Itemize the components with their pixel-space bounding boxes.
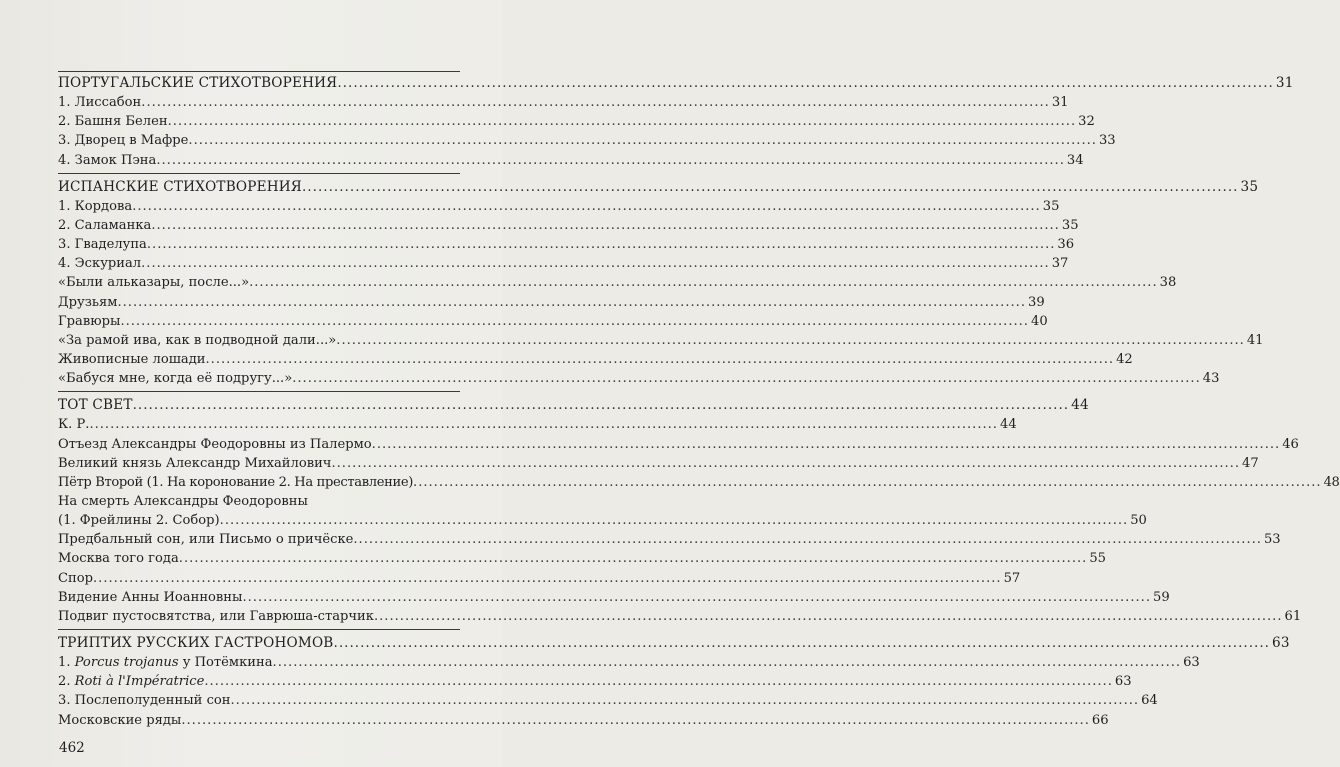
page-number: 46 xyxy=(1282,436,1299,452)
entry-title: 4. Эскуриал xyxy=(58,256,142,272)
section-rule xyxy=(58,391,460,392)
page-number: 32 xyxy=(1078,114,1095,130)
page-number: 44 xyxy=(999,417,1017,433)
dot-leader xyxy=(231,691,1140,710)
entry-title-rest: у Потёмкина xyxy=(178,655,273,671)
toc-entry xyxy=(58,197,1060,216)
dot-leader xyxy=(120,312,1029,331)
dot-leader xyxy=(188,131,1097,150)
page-number: 43 xyxy=(1202,371,1220,387)
dot-leader xyxy=(336,331,1245,350)
dot-leader xyxy=(353,530,1262,549)
page-number: 44 xyxy=(1071,397,1089,414)
page-number: 35 xyxy=(1240,178,1259,195)
dot-leader xyxy=(141,93,1050,112)
entry-title: «Были альказары, после...» xyxy=(58,275,250,291)
page-number: 37 xyxy=(1051,256,1069,272)
page-number: 35 xyxy=(1042,198,1060,214)
entry-title: 2. Башня Белен xyxy=(58,114,168,130)
entry-title: 3. Послеполуденный сон xyxy=(58,693,231,709)
section-title: ПОРТУГАЛЬСКИЕ СТИХОТВОРЕНИЯ xyxy=(58,75,338,91)
toc-entry xyxy=(58,607,1302,626)
section-title: ТОТ СВЕТ xyxy=(58,397,133,414)
dot-leader xyxy=(273,653,1182,672)
toc-entry xyxy=(58,112,1095,131)
toc-entry xyxy=(58,273,1177,292)
entry-title: Предбальный сон, или Письмо о причёске xyxy=(58,532,354,548)
entry-number: 1. xyxy=(58,655,75,671)
toc-section-heading xyxy=(58,178,1259,197)
entry-title: 3. Гваделупа xyxy=(58,237,147,253)
toc-entry xyxy=(58,254,1069,273)
page-number: 40 xyxy=(1030,313,1048,329)
toc-entry xyxy=(58,492,460,511)
dot-leader xyxy=(181,711,1090,730)
page-number: 39 xyxy=(1028,294,1045,310)
toc-entry xyxy=(58,691,1158,710)
page-number: 33 xyxy=(1098,133,1116,149)
entry-title: Отъезд Александры Феодоровны из Палермо xyxy=(58,436,372,452)
toc-entry xyxy=(58,511,1147,530)
dot-leader xyxy=(156,151,1065,170)
dot-leader xyxy=(374,607,1283,626)
toc-entry xyxy=(58,293,1045,312)
page-number: 47 xyxy=(1242,455,1259,471)
dot-leader xyxy=(249,273,1158,292)
page-folio-number: 462 xyxy=(59,740,85,756)
dot-leader xyxy=(302,178,1239,197)
toc-entry xyxy=(58,369,1220,388)
page-number: 63 xyxy=(1272,634,1290,651)
page-number: 34 xyxy=(1066,152,1084,168)
entry-title-italic: Roti à l'Impératrice xyxy=(74,674,205,690)
page-number: 63 xyxy=(1183,655,1200,671)
page-number: 63 xyxy=(1114,674,1132,690)
toc-entry xyxy=(58,331,1264,350)
dot-leader xyxy=(168,112,1077,131)
toc-entry xyxy=(58,569,1021,588)
toc-entry xyxy=(58,549,1107,568)
page-number: 64 xyxy=(1141,693,1158,709)
page-number: 61 xyxy=(1284,608,1302,624)
toc-section-heading xyxy=(58,634,1290,653)
dot-leader xyxy=(89,415,998,434)
dot-leader xyxy=(132,197,1041,216)
entry-title: Великий князь Александр Михайлович xyxy=(58,455,332,471)
page-number: 36 xyxy=(1057,237,1075,253)
table-of-contents xyxy=(58,71,1340,730)
dot-leader xyxy=(220,511,1129,530)
dot-leader xyxy=(413,473,1322,492)
entry-title: Гравюры xyxy=(58,313,121,329)
page-number: 55 xyxy=(1089,551,1107,567)
toc-entry xyxy=(58,312,1048,331)
entry-title: К. Р. xyxy=(58,417,90,433)
toc-entry xyxy=(58,454,1259,473)
dot-leader xyxy=(242,588,1151,607)
dot-leader xyxy=(151,216,1060,235)
entry-title: «Бабуся мне, когда её подругу...» xyxy=(58,371,293,387)
entry-title-italic: Porcus trojanus xyxy=(74,655,179,671)
toc-entry xyxy=(58,415,1017,434)
entry-title: Подвиг пустосвятства, или Гаврюша-старчик xyxy=(58,608,374,624)
page-number: 50 xyxy=(1130,513,1147,529)
section-rule xyxy=(58,629,460,630)
dot-leader xyxy=(117,293,1026,312)
entry-title: 2. Саламанка xyxy=(58,217,152,233)
page-number: 31 xyxy=(1051,95,1069,111)
page-number: 41 xyxy=(1246,332,1264,348)
toc-entry xyxy=(58,588,1170,607)
section-title: ИСПАНСКИЕ СТИХОТВОРЕНИЯ xyxy=(58,178,302,195)
toc-entry xyxy=(58,653,1200,672)
dot-leader xyxy=(372,435,1281,454)
page-number: 42 xyxy=(1116,351,1133,367)
toc-entry xyxy=(58,151,1084,170)
entry-title: «За рамой ива, как в подводной дали...» xyxy=(58,332,337,348)
toc-entry xyxy=(58,93,1069,112)
toc-entry xyxy=(58,473,1340,492)
entry-title xyxy=(58,653,273,672)
entry-title: 3. Дворец в Мафре xyxy=(58,133,189,149)
toc-entry xyxy=(58,216,1079,235)
section-title: ТРИПТИХ РУССКИХ ГАСТРОНОМОВ xyxy=(58,634,334,651)
entry-title: (1. Фрейлины 2. Собор) xyxy=(58,513,220,529)
entry-title: Друзьям xyxy=(58,294,118,310)
entry-title: На смерть Александры Феодоровны xyxy=(58,493,308,509)
toc-section-heading xyxy=(58,74,1294,93)
page-number: 38 xyxy=(1159,275,1177,291)
page-number: 35 xyxy=(1061,217,1079,233)
dot-leader xyxy=(206,350,1115,369)
entry-title: Москва того года xyxy=(58,551,179,567)
toc-entry xyxy=(58,350,1133,369)
toc-entry xyxy=(58,672,1132,691)
dot-leader xyxy=(141,254,1050,273)
dot-leader xyxy=(179,549,1088,568)
toc-entry xyxy=(58,131,1116,150)
page-number: 66 xyxy=(1091,712,1109,728)
dot-leader xyxy=(331,454,1240,473)
entry-title: Московские ряды xyxy=(58,712,182,728)
dot-leader xyxy=(147,235,1056,254)
entry-title: 1. Кордова xyxy=(58,198,133,214)
entry-title: Видение Анны Иоанновны xyxy=(58,589,243,605)
toc-entry xyxy=(58,711,1109,730)
entry-title: 4. Замок Пэна xyxy=(58,152,157,168)
dot-leader xyxy=(93,569,1002,588)
entry-title: 1. Лиссабон xyxy=(58,95,142,111)
toc-entry xyxy=(58,435,1299,454)
page-number: 31 xyxy=(1275,75,1294,91)
entry-title: Спор xyxy=(58,570,94,586)
page-number: 48 xyxy=(1323,474,1340,490)
section-rule xyxy=(58,173,460,174)
section-rule xyxy=(58,71,460,72)
dot-leader xyxy=(204,672,1113,691)
toc-entry xyxy=(58,530,1281,549)
dot-leader xyxy=(292,369,1201,388)
dot-leader xyxy=(334,634,1271,653)
toc-entry xyxy=(58,235,1075,254)
dot-leader xyxy=(133,396,1070,415)
entry-title: Пётр Второй (1. На коронование 2. На преставление) xyxy=(58,474,414,490)
page-number: 57 xyxy=(1003,570,1021,586)
dot-leader xyxy=(337,74,1274,93)
page-number: 53 xyxy=(1263,532,1281,548)
entry-title xyxy=(58,672,204,691)
entry-title: Живописные лошади xyxy=(58,351,206,367)
entry-number: 2. xyxy=(58,674,75,690)
toc-section-heading xyxy=(58,396,1089,415)
page-number: 59 xyxy=(1153,589,1170,605)
